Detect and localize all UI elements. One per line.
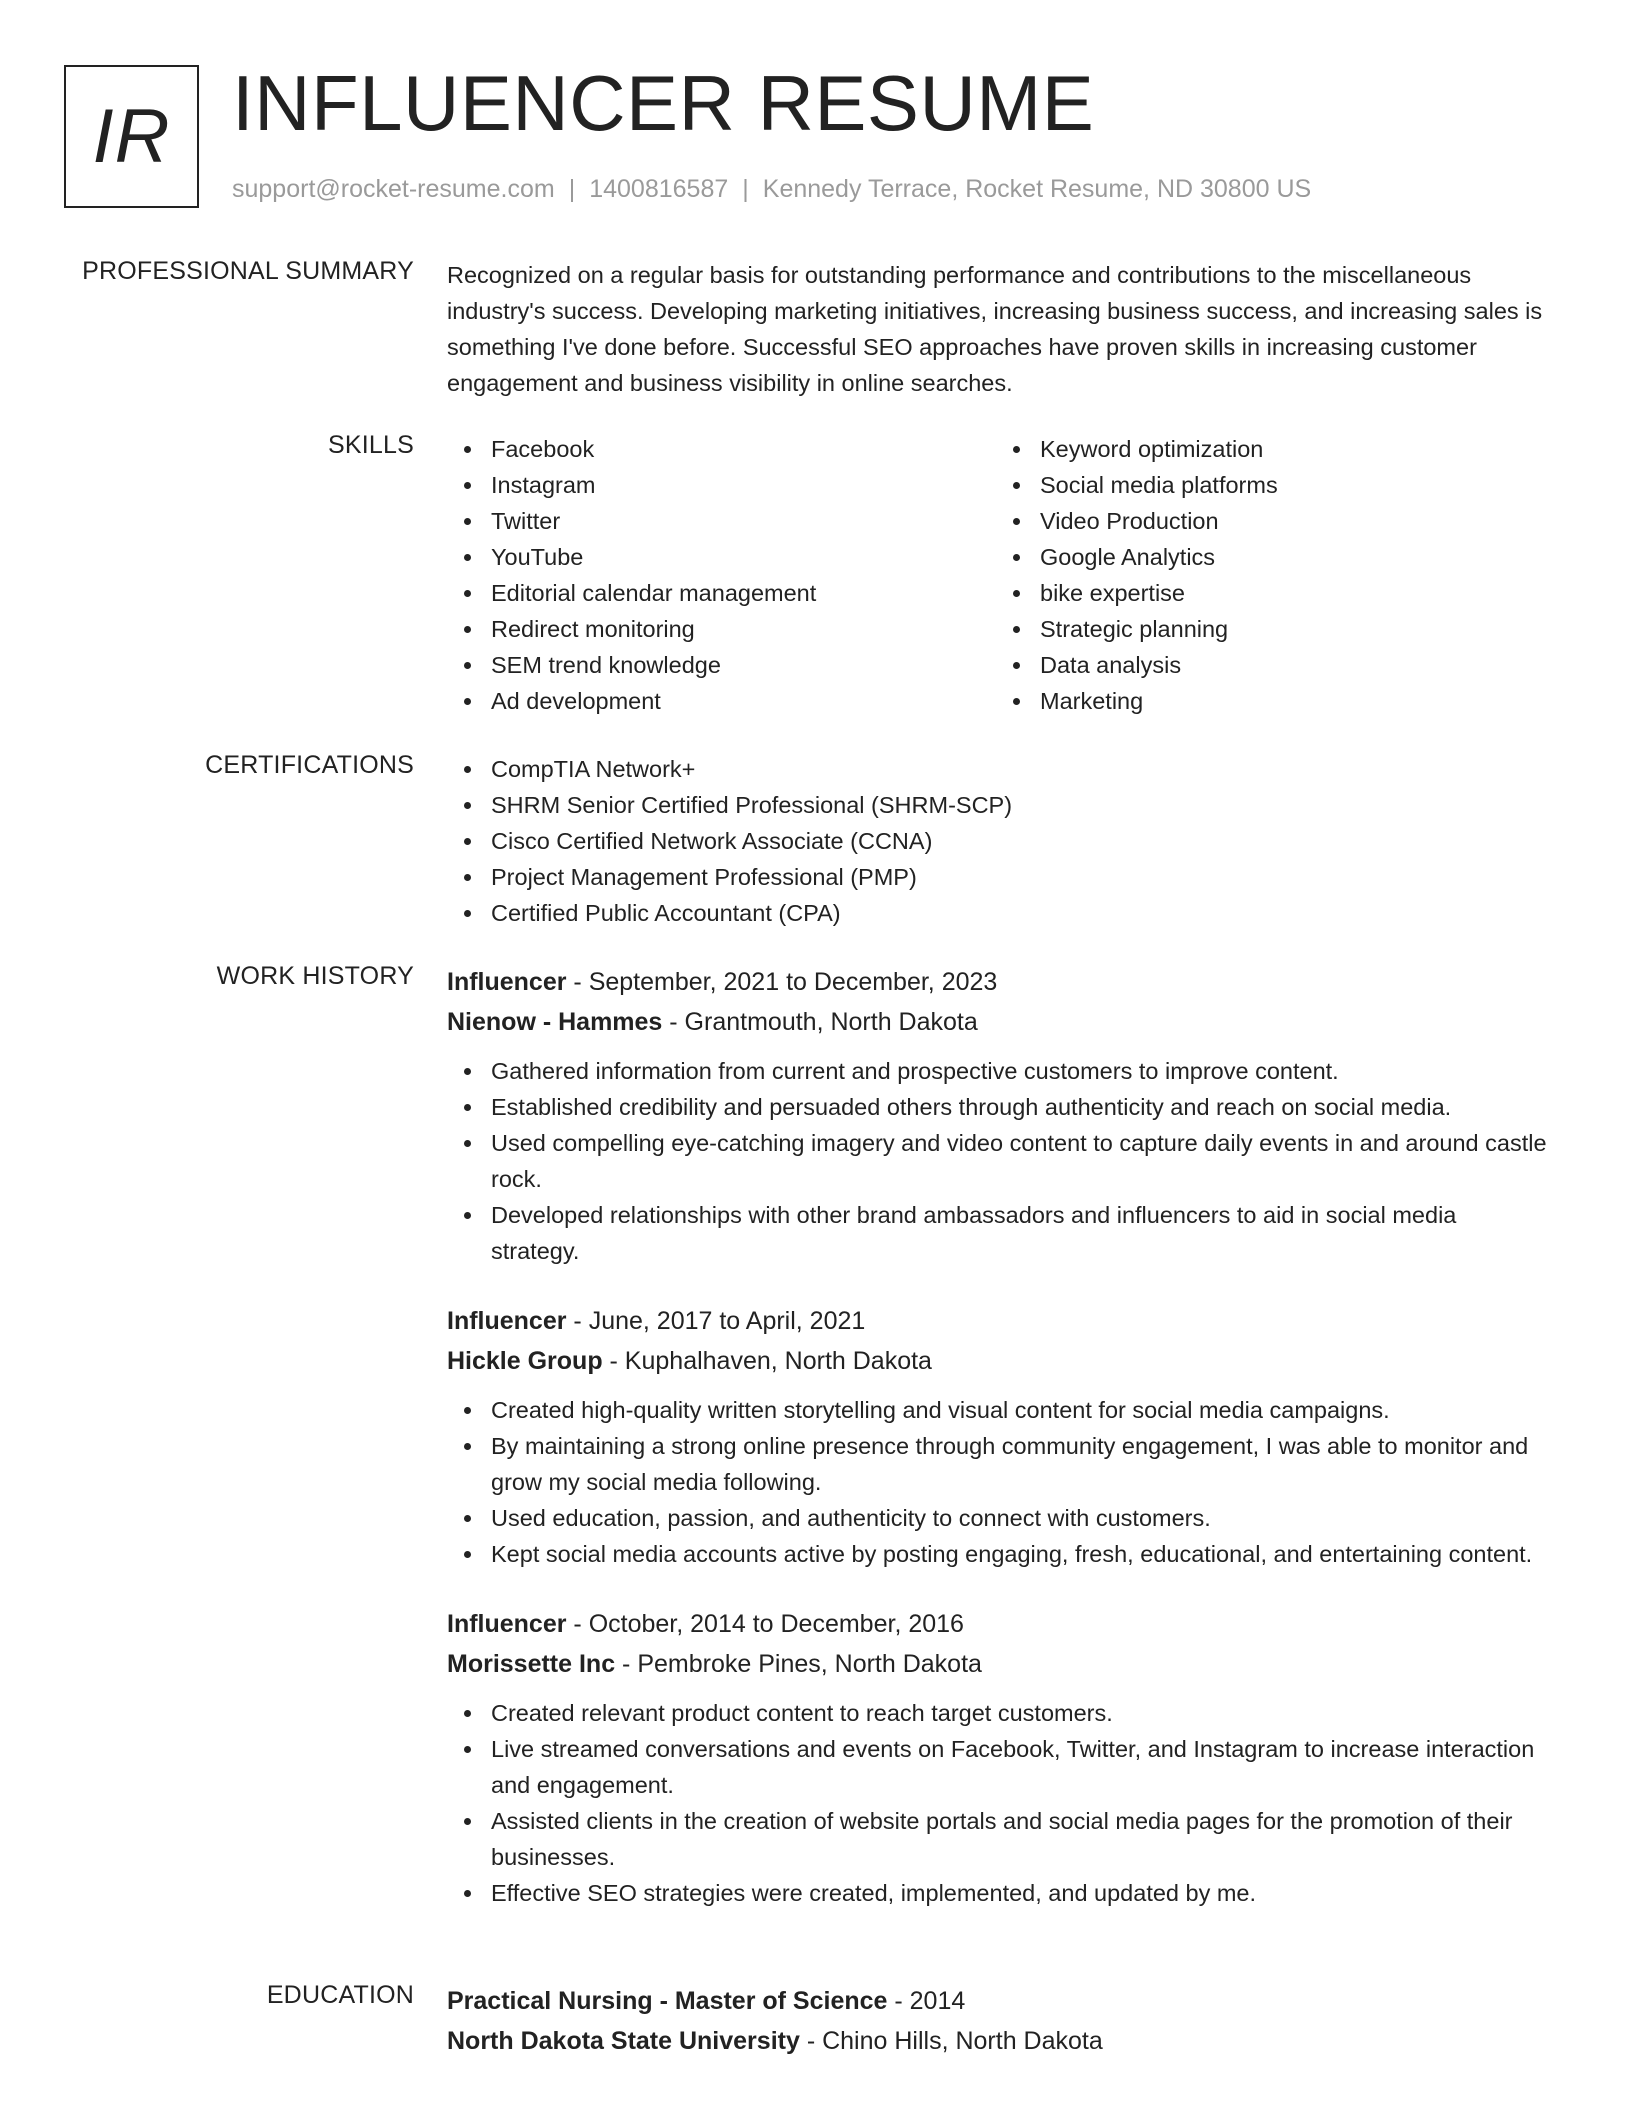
certifications-list [447, 751, 1547, 931]
education-year: - 2014 [887, 1987, 966, 2015]
job-duty-item: Assisted clients in the creation of website portals and social media pages for the promotion of their businesses. [447, 1803, 1547, 1875]
certification-item: SHRM Senior Certified Professional (SHRM-SCP) [447, 787, 1547, 823]
education-degree: Practical Nursing - Master of Science [447, 1987, 888, 2015]
section-label-education: EDUCATION [266, 1981, 414, 2009]
certification-item: Cisco Certified Network Associate (CCNA) [447, 823, 1547, 859]
job-entry [447, 962, 1547, 1269]
section-label-work-history: WORK HISTORY [216, 962, 414, 990]
certification-item: Project Management Professional (PMP) [447, 859, 1547, 895]
job-duties [447, 1695, 1547, 1911]
job-duty-item: Created relevant product content to reach target customers. [447, 1695, 1547, 1731]
monogram-text: IR [92, 94, 171, 179]
skills-body [447, 431, 1547, 719]
summary-body [447, 257, 1547, 401]
certification-item: CompTIA Network+ [447, 751, 1547, 787]
job-company: Nienow - Hammes [447, 1008, 663, 1036]
job-title: Influencer [447, 1307, 567, 1335]
job-duty-item: Kept social media accounts active by posting engaging, fresh, educational, and entertaining content. [447, 1536, 1547, 1572]
skill-item: Marketing [996, 683, 1545, 719]
skills-list-right [996, 431, 1545, 719]
job-duty-item: Gathered information from current and prospective customers to improve content. [447, 1053, 1547, 1089]
job-title-line [447, 962, 1547, 1002]
contact-separator: | [568, 175, 576, 203]
skill-item: Google Analytics [996, 539, 1545, 575]
education-school-line [447, 2021, 1547, 2061]
job-title-line [447, 1604, 1547, 1644]
contact-email[interactable]: support@rocket-resume.com [232, 175, 555, 203]
job-title: Influencer [447, 968, 567, 996]
job-entry [447, 1301, 1547, 1572]
section-label-skills: SKILLS [328, 431, 414, 459]
education-body [447, 1981, 1547, 2061]
job-duty-item: Developed relationships with other brand ambassadors and influencers to aid in social media strategy. [447, 1197, 1547, 1269]
education-school: North Dakota State University [447, 2027, 800, 2055]
job-company: Hickle Group [447, 1347, 603, 1375]
resume-title: INFLUENCER RESUME [232, 59, 1095, 147]
skill-item: Ad development [447, 683, 996, 719]
section-label-certifications: CERTIFICATIONS [205, 751, 414, 779]
job-duty-item: Created high-quality written storytelling and visual content for social media campaigns. [447, 1392, 1547, 1428]
skill-item: bike expertise [996, 575, 1545, 611]
contact-line [232, 175, 1311, 204]
work-history-body [447, 962, 1547, 1911]
job-location: - Pembroke Pines, North Dakota [615, 1650, 982, 1678]
summary-text: Recognized on a regular basis for outstanding performance and contributions to the miscellaneous industry's success. Developing marketing initiatives, increasing business success, and increasing sales is something I've done before. Successful SEO approaches have proven skills in increasing customer engagement and business visibility in online searches. [447, 262, 1543, 396]
education-degree-line [447, 1981, 1547, 2021]
job-duty-item: Live streamed conversations and events on Facebook, Twitter, and Instagram to increase interaction and engagement. [447, 1731, 1547, 1803]
job-duty-item: Used compelling eye-catching imagery and video content to capture daily events in and around castle rock. [447, 1125, 1547, 1197]
job-location: - Kuphalhaven, North Dakota [602, 1347, 932, 1375]
job-company-line [447, 1644, 1547, 1684]
job-duty-item: By maintaining a strong online presence through community engagement, I was able to monitor and grow my social media following. [447, 1428, 1547, 1500]
job-duty-item: Used education, passion, and authenticity to connect with customers. [447, 1500, 1547, 1536]
job-duty-item: Established credibility and persuaded others through authenticity and reach on social media. [447, 1089, 1547, 1125]
job-dates: - September, 2021 to December, 2023 [566, 968, 998, 996]
job-title: Influencer [447, 1610, 567, 1638]
job-duty-item: Effective SEO strategies were created, implemented, and updated by me. [447, 1875, 1547, 1911]
skill-item: Twitter [447, 503, 996, 539]
contact-address: Kennedy Terrace, Rocket Resume, ND 30800 US [762, 175, 1312, 203]
skill-item: Social media platforms [996, 467, 1545, 503]
skill-item: Instagram [447, 467, 996, 503]
job-company-line [447, 1341, 1547, 1381]
skill-item: Facebook [447, 431, 996, 467]
job-company-line [447, 1002, 1547, 1042]
certification-item: Certified Public Accountant (CPA) [447, 895, 1547, 931]
job-dates: - June, 2017 to April, 2021 [566, 1307, 866, 1335]
skill-item: Data analysis [996, 647, 1545, 683]
job-title-line [447, 1301, 1547, 1341]
skill-item: Video Production [996, 503, 1545, 539]
job-company: Morissette Inc [447, 1650, 616, 1678]
section-label-summary: PROFESSIONAL SUMMARY [82, 257, 414, 285]
contact-separator: | [742, 175, 749, 203]
job-entry [447, 1604, 1547, 1911]
job-location: - Grantmouth, North Dakota [662, 1008, 978, 1036]
skill-item: SEM trend knowledge [447, 647, 996, 683]
job-dates: - October, 2014 to December, 2016 [566, 1610, 964, 1638]
skill-item: Editorial calendar management [447, 575, 996, 611]
skill-item: Strategic planning [996, 611, 1545, 647]
certifications-body [447, 751, 1547, 931]
contact-phone[interactable]: 1400816587 [589, 175, 729, 203]
education-location: - Chino Hills, North Dakota [799, 2027, 1103, 2055]
skill-item: Keyword optimization [996, 431, 1545, 467]
skill-item: Redirect monitoring [447, 611, 996, 647]
job-duties [447, 1392, 1547, 1572]
skills-list-left [447, 431, 996, 719]
monogram-badge [64, 65, 199, 208]
job-duties [447, 1053, 1547, 1269]
skill-item: YouTube [447, 539, 996, 575]
